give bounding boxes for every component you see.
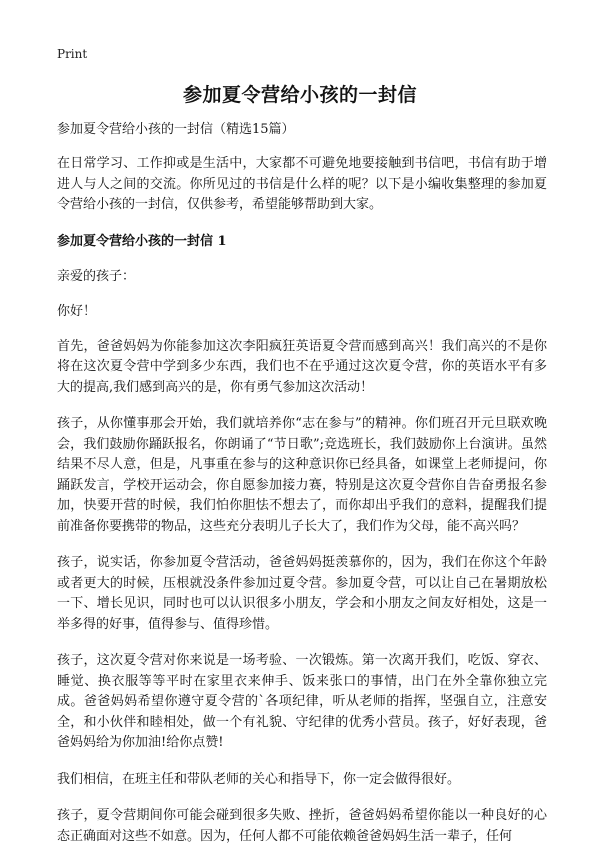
letter-paragraph: 孩子，从你懂事那会开始，我们就培养你“志在参与”的精神。你们班召开元旦联欢晚会，我们鼓励你踊跃报名，你朗诵了“节日歌”;竞选班长，我们鼓励你上台演讲。虽然结果不尽人意，但是，凡事重在参与的这种意识你已经具备，如课堂上老师提问，你踊跃发言，学校开运动会，你自愿参加接力赛，特别是这次夏令营你自告奋勇报名参加，快要开营的时候，我们怕你胆怯不想去了，而你却出乎我们的意料，提醒我们提前准备你要携带的物品，这些充分表明儿子长大了，我们作为父母，能不高兴吗？ <box>57 416 547 534</box>
letter-greeting: 亲爱的孩子： <box>57 268 136 284</box>
letter-paragraph: 孩子，夏令营期间你可能会碰到很多失败、挫折，爸爸妈妈希望你能以一种良好的心态正确面对这些不如意。因为，任何人都不可能依赖爸爸妈妈生活一辈子，任何 <box>57 808 547 844</box>
letter-paragraph: 孩子，说实话，你参加夏令营活动，爸爸妈妈挺羡慕你的，因为，我们在你这个年龄或者更大的时候，压根就没条件参加过夏令营。参加夏令营，可以让自己在暑期放松一下、增长见识，同时也可以认识很多小朋友，学会和小朋友之间友好相处，这是一举多得的好事，值得参与、值得珍惜。 <box>57 555 547 632</box>
letter-hello: 你好！ <box>57 303 97 319</box>
intro-paragraph: 在日常学习、工作抑或是生活中，大家都不可避免地要接触到书信吧，书信有助于增进人与人之间的交流。你所见过的书信是什么样的呢？以下是小编收集整理的参加夏令营给小孩的一封信，仅供参考，希望能够帮助到大家。 <box>57 156 547 212</box>
print-link[interactable]: Print <box>57 47 88 61</box>
letter-paragraph: 我们相信，在班主任和带队老师的关心和指导下，你一定会做得很好。 <box>57 771 461 787</box>
document-body <box>57 120 547 863</box>
letter-paragraph: 首先，爸爸妈妈为你能参加这次李阳疯狂英语夏令营而感到高兴！我们高兴的不是你将在这次夏令营中学到多少东西，我们也不在乎通过这次夏令营，你的英语水平有多大的提高,我们感到高兴的是，你有勇气参加这次活动！ <box>57 338 547 395</box>
document-subtitle: 参加夏令营给小孩的一封信（精选15篇） <box>57 122 295 137</box>
letter-paragraph: 孩子，这次夏令营对你来说是一场考验、一次锻炼。第一次离开我们，吃饭、穿衣、睡觉、换衣服等等平时在家里衣来伸手、饭来张口的事情，出门在外全靠你独立完成。爸爸妈妈希望你遵守夏令营的`各项纪律，听从老师的指挥，坚强自立，注意安全，和小伙伴和睦相处，做一个有礼貌、守纪律的优秀小营员。孩子，好好表现，爸爸妈妈给为你加油!给你点赞! <box>57 653 547 750</box>
page-title: 参加夏令营给小孩的一封信 <box>182 84 417 106</box>
section-heading: 参加夏令营给小孩的一封信 1 <box>57 233 227 249</box>
